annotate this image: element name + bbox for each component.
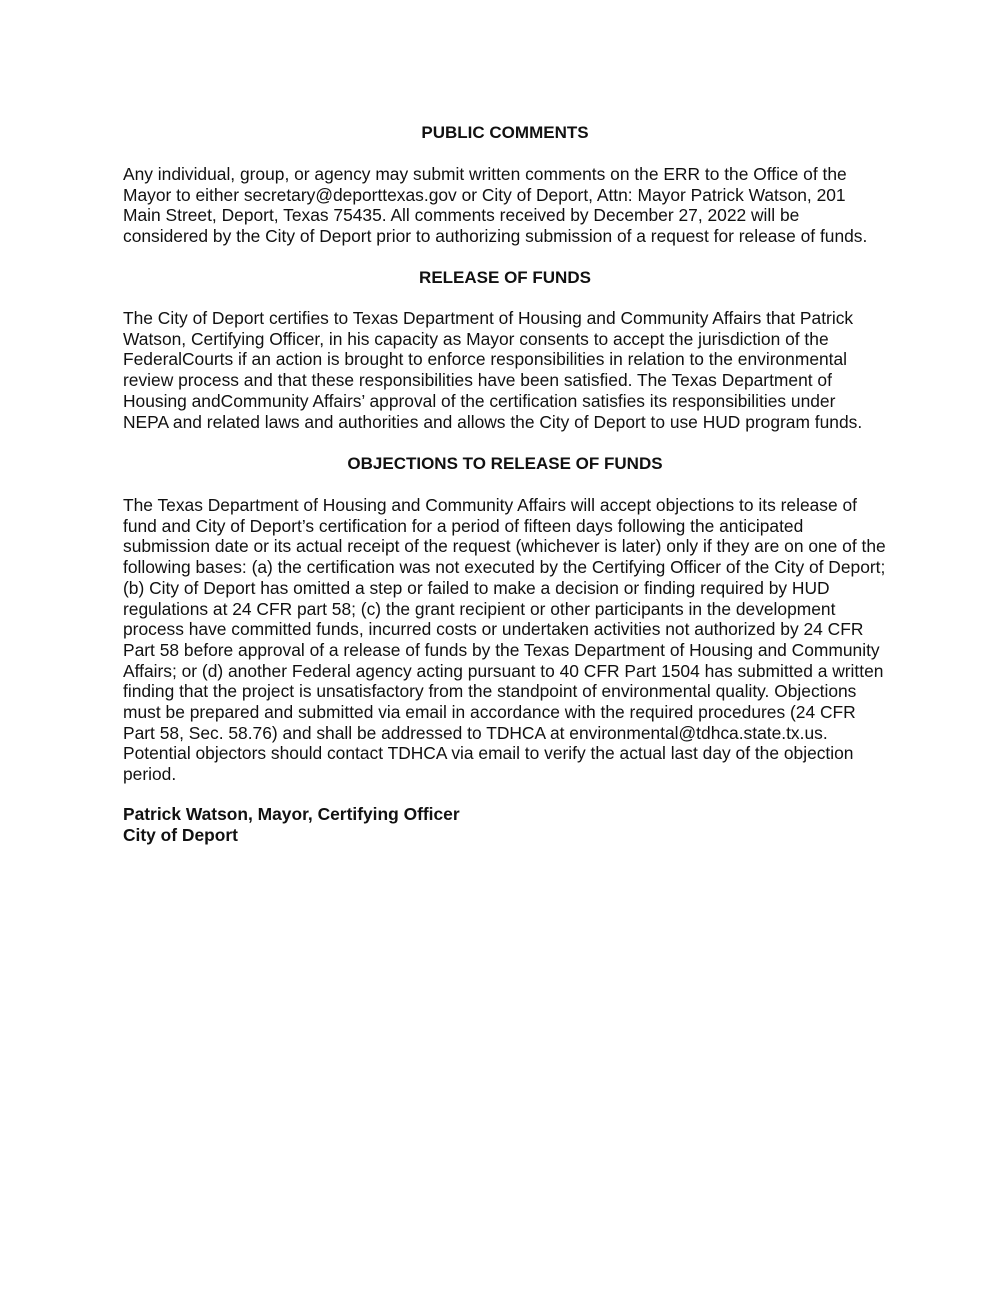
text-line: process have committed funds, incurred costs or undertaken activities not authorized by 24 CFR (123, 619, 864, 640)
text-line: fund and City of Deport’s certification for a period of fifteen days following the anticipated (123, 515, 804, 536)
heading-objections: OBJECTIONS TO RELEASE OF FUNDS (347, 454, 663, 473)
text-line: finding that the project is unsatisfactory from the standpoint of environmental quality. Objections (123, 681, 857, 702)
signatory-name: Patrick Watson, Mayor, Certifying Officer (123, 804, 460, 824)
text-line: Potential objectors should contact TDHCA via email to verify the actual last day of the objection (123, 743, 854, 764)
text-line: The Texas Department of Housing and Community Affairs will accept objections to its release of (123, 495, 857, 515)
text-line: submission date or its actual receipt of the request (whichever is later) only if they are on one of the (123, 536, 886, 557)
text-line: (b) City of Deport has omitted a step or failed to make a decision or finding required by HUD (123, 577, 830, 598)
text-line: FederalCourts if an action is brought to enforce responsibilities in relation to the environmental (123, 349, 848, 370)
text-line: NEPA and related laws and authorities and allows the City of Deport to use HUD program funds. (123, 411, 863, 432)
paragraph-public-comments (123, 164, 867, 247)
heading-public-comments: PUBLIC COMMENTS (421, 123, 589, 142)
text-line: following bases: (a) the certification was not executed by the Certifying Officer of the City of Deport; (123, 557, 886, 578)
paragraph-release-of-funds (123, 308, 862, 432)
text-line: Housing andCommunity Affairs’ approval of the certification satisfies its responsibilities under (123, 390, 836, 411)
text-line: Main Street, Deport, Texas 75435. All comments received by December 27, 2022 will be (123, 205, 800, 226)
text-line: Watson, Certifying Officer, in his capacity as Mayor consents to accept the jurisdiction of the (123, 328, 829, 349)
text-line: must be prepared and submitted via email in accordance with the required procedures (24 CFR (123, 702, 856, 723)
text-line: Affairs; or (d) another Federal agency acting pursuant to 40 CFR Part 1504 has submitted a written (123, 660, 884, 681)
text-line: The City of Deport certifies to Texas Department of Housing and Community Affairs that Patrick (123, 308, 854, 328)
signatory-organization: City of Deport (123, 824, 238, 845)
text-line: Part 58, Sec. 58.76) and shall be addressed to TDHCA at environmental@tdhca.state.tx.us. (123, 722, 828, 743)
text-line: considered by the City of Deport prior to authorizing submission of a request for release of funds. (123, 226, 868, 247)
text-line: Mayor to either secretary@deporttexas.gov or City of Deport, Attn: Mayor Patrick Watson, 201 (123, 184, 846, 205)
text-line: regulations at 24 CFR part 58; (c) the grant recipient or other participants in the development (123, 598, 836, 619)
text-line: Any individual, group, or agency may submit written comments on the ERR to the Office of the (123, 164, 847, 184)
text-line: period. (123, 764, 177, 785)
paragraph-objections (123, 495, 886, 785)
text-line: review process and that these responsibilities have been satisfied. The Texas Department of (123, 370, 832, 391)
heading-release-of-funds: RELEASE OF FUNDS (419, 268, 591, 287)
signature-block (123, 804, 460, 845)
text-line: Part 58 before approval of a release of funds by the Texas Department of Housing and Community (123, 639, 880, 660)
